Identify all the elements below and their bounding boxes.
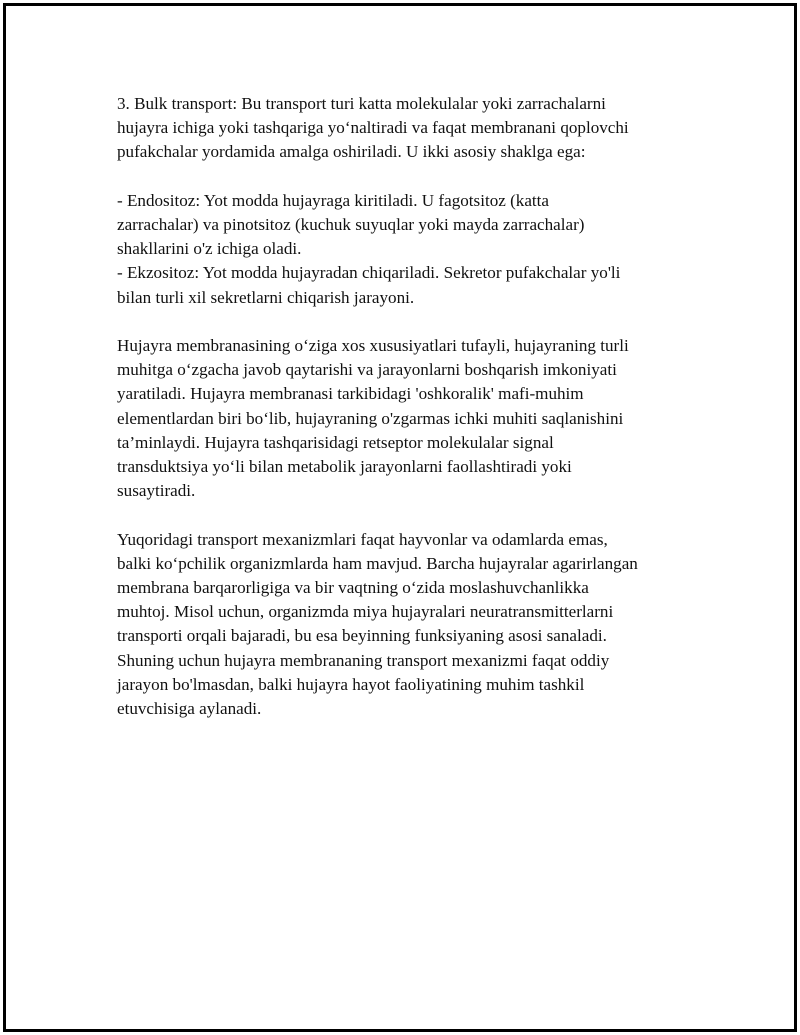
- blank-line: [117, 165, 687, 189]
- document-body: [117, 92, 687, 745]
- list-item-endositoz: - Endositoz: Yot modda hujayraga kiritiladi. U fagotsitoz (katta zarrachalar) va pinotsitoz (kuchuk suyuqlar yoki mayda zarrachalar) shakllarini o'z ichiga oladi.: [117, 190, 585, 259]
- transport-forms-list: [117, 189, 687, 310]
- list-item-ekzositoz: - Ekzositoz: Yot modda hujayradan chiqariladi. Sekretor pufakchalar yo'li bilan turli xil sekretlarni chiqarish jarayoni.: [117, 263, 621, 307]
- conclusion-paragraph: Yuqoridagi transport mexanizmlari faqat hayvonlar va odamlarda emas, balki ko‘pchilik organizmlarda ham mavjud. Barcha hujayralar agarirlangan membrana barqarorligiga va bir vaqtning o‘zida moslashuvchanlikka muhtoj. Misol uchun, organizmda miya hujayralari neuratransmitterlarni transporti orqali bajaradi, bu esa beyinning funksiyaning asosi sanaladi. Shuning uchun hujayra membrananing transport mexanizmi faqat oddiy jarayon bo'lmasdan, balki hujayra hayot faoliyatining muhim tashkil etuvchisiga aylanadi.: [117, 529, 638, 719]
- bulk-transport-paragraph: 3. Bulk transport: Bu transport turi katta molekulalar yoki zarrachalarni hujayra ichiga yoki tashqariga yo‘naltiradi va faqat membranani qoplovchi pufakchalar yordamida amalga oshiriladi. U ikki asosiy shaklga ega:: [117, 94, 629, 162]
- membrane-properties-paragraph: Hujayra membranasining o‘ziga xos xususiyatlari tufayli, hujayraning turli muhitga o‘zgacha javob qaytarishi va jarayonlarni boshqarish imkoniyati yaratiladi. Hujayra membranasi tarkibidagi 'oshkoralik' mafi-muhim elementlardan biri bo‘lib, hujayraning o'zgarmas ichki muhiti saqlanishini ta’minlaydi. Hujayra tashqarisidagi retseptor molekulalar signal transduktsiya yo‘li bilan metabolik jarayonlarni faollashtiradi yoki susaytiradi.: [117, 336, 629, 501]
